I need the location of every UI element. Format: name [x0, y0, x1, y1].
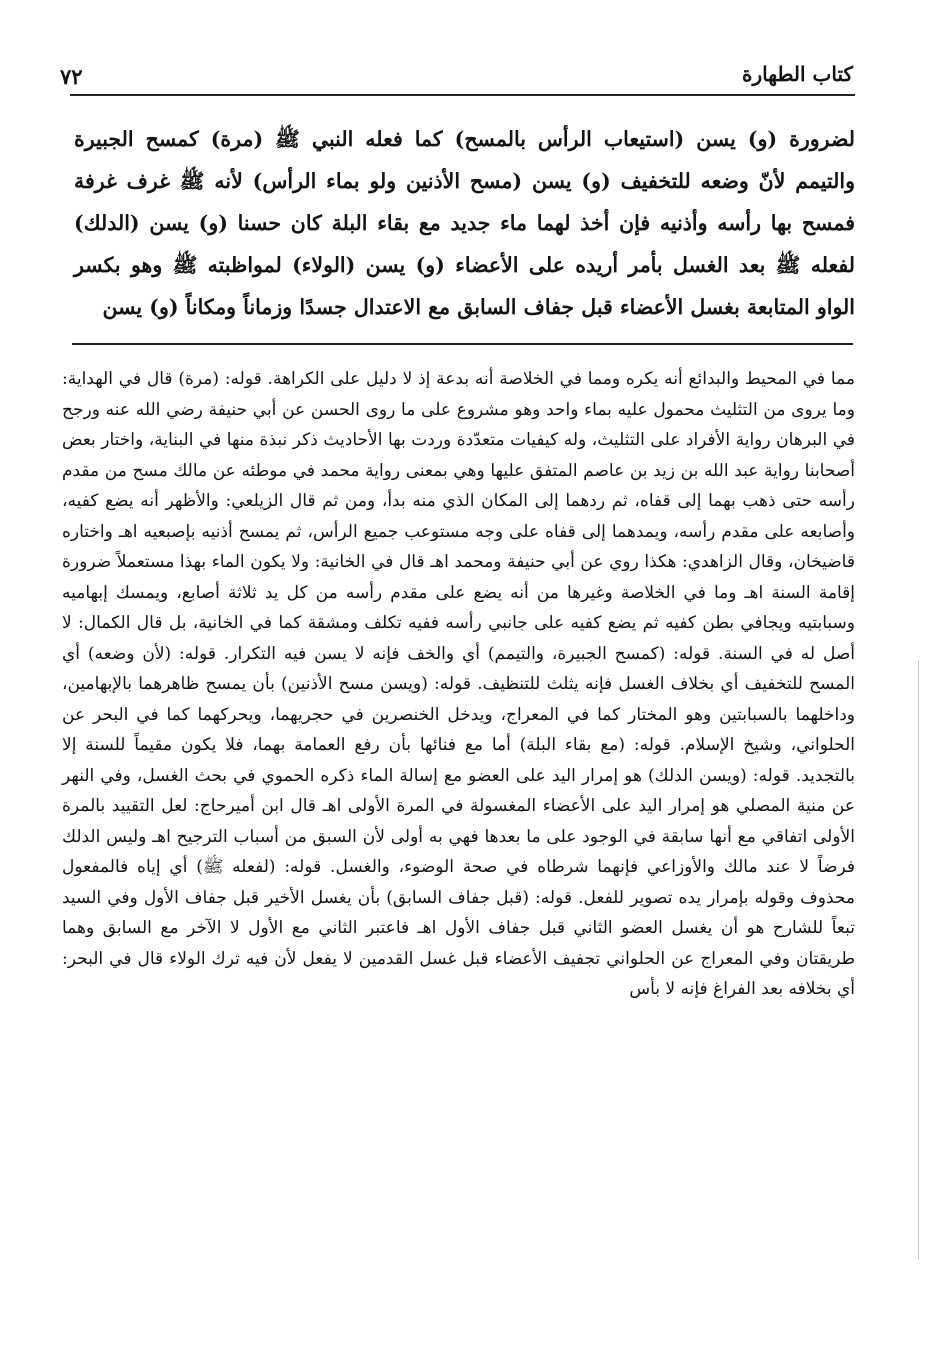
- page-number: ٧٢: [60, 64, 83, 89]
- commentary-text: [62, 364, 855, 1005]
- header-rule: [70, 94, 855, 96]
- footnote-separator: [72, 343, 853, 345]
- commentary-paragraph: مما في المحيط والبدائع أنه يكره ومما في الخلاصة أنه بدعة إذ لا دليل على الكراهة. قوله: (مرة) قال في الهداية: وما يروى من التثليث محمول عليه بماء واحد وهو مشروع على ما روى الحسن عن أبي حنيفة رضي الله عنه ورجح في البرهان رواية الأفراد على التثليث، وله كيفيات متعدّدة وردت بها الأحاديث ذكر نبذة منها في البناية، واختار بعض أصحابنا رواية عبد الله بن زيد بن عاصم المتفق عليها وهي بمعنى رواية محمد في موطئه عن مالك مسح من مقدم رأسه حتى ذهب بهما إلى قفاه، ثم ردهما إلى المكان الذي منه بدأ، ومن ثم قال الزيلعي: والأظهر أنه يضع كفيه، وأصابعه على مقدم رأسه، ويمدهما إلى قفاه على وجه مستوعب جميع الرأس، ثم يمسح أذنيه بإصبعيه اهـ واختاره قاضيخان، وقال الزاهدي: هكذا روي عن أبي حنيفة ومحمد اهـ قال في الخانية: ولا يكون الماء بهذا مستعملاً ضرورة إقامة السنة اهـ وما في الخلاصة وغيرها من أنه يضع على مقدم رأسه من كل يد ثلاثة أصابع، ويمسك إبهاميه وسبابتيه ويجافي بطن كفيه ثم يضع كفيه على جانبي رأسه ففيه تكلف ومشقة كما في الخانية، بل قال الكمال: لا أصل له في السنة. قوله: (كمسح الجبيرة، والتيمم) أي والخف فإنه لا يسن فيه التكرار. قوله: (لأن وضعه) أي المسح للتخفيف أي بخلاف الغسل فإنه يثلث للتنظيف. قوله: (ويسن مسح الأذنين) بأن يمسح ظاهرهما بالإبهامين، وداخلهما بالسبابتين وهو المختار كما في المعراج، ويدخل الخنصرين في حجريهما، ويحركهما كما في البحر عن الحلواني، وشيخ الإسلام. قوله: (مع بقاء البلة) أما مع فنائها بأن رفع العمامة بهما، فلا يكون مقيماً للسنة إلا بالتجديد. قوله: (ويسن الدلك) هو إمرار اليد على العضو مع إسالة الماء ذكره الحموي في بحث الغسل، وفي النهر عن منية المصلي هو إمرار اليد على الأعضاء المغسولة في المرة الأولى اهـ قال ابن أميرحاج: لعل التقييد بالمرة الأولى اتفاقي مع أنها سابقة في الوجود على ما بعدها فهي به أولى لأن السبق من أسباب الترجيح اهـ وليس الدلك فرضاً لا عند مالك والأوزاعي فإنهما شرطاه في صحة الوضوء، والغسل. قوله: (لفعله ﷺ) أي إياه فالمفعول محذوف وقوله بإمرار يده تصوير للفعل. قوله: (قبل جفاف السابق) بأن يغسل الأخير قبل جفاف الأول وفي السيد تبعاً للشارح هو أن يغسل العضو الثاني قبل جفاف الأول اهـ فاعتبر الثاني مع الأول لا الآخر مع السابق وهما طريقتان وفي المعراج عن الحلواني تجفيف الأعضاء قبل غسل القدمين لا يفعل لأن فيه ترك الولاء قال في البحر: أي بخلافه بعد الفراغ فإنه لا بأس: [62, 369, 856, 999]
- running-header: [60, 60, 853, 94]
- chapter-title: كتاب الطهارة: [742, 62, 853, 86]
- scan-margin-shadow: [918, 660, 919, 1260]
- main-text-paragraph: لضرورة (و) يسن (استيعاب الرأس بالمسح) كما فعله النبي ﷺ (مرة) كمسح الجبيرة والتيمم لأنّ وضعه للتخفيف (و) يسن (مسح الأذنين ولو بماء الرأس) لأنه ﷺ غرف غرفة فمسح بها رأسه وأذنيه فإن أخذ لهما ماء جديد مع بقاء البلة كان حسنا (و) يسن (الدلك) لفعله ﷺ بعد الغسل بأمر أريده على الأعضاء (و) يسن (الولاء) لمواظبته ﷺ وهو بكسر الواو المتابعة بغسل الأعضاء قبل جفاف السابق مع الاعتدال جسدًا وزماناً ومكاناً (و) يسن: [74, 127, 855, 319]
- main-text: [74, 118, 855, 328]
